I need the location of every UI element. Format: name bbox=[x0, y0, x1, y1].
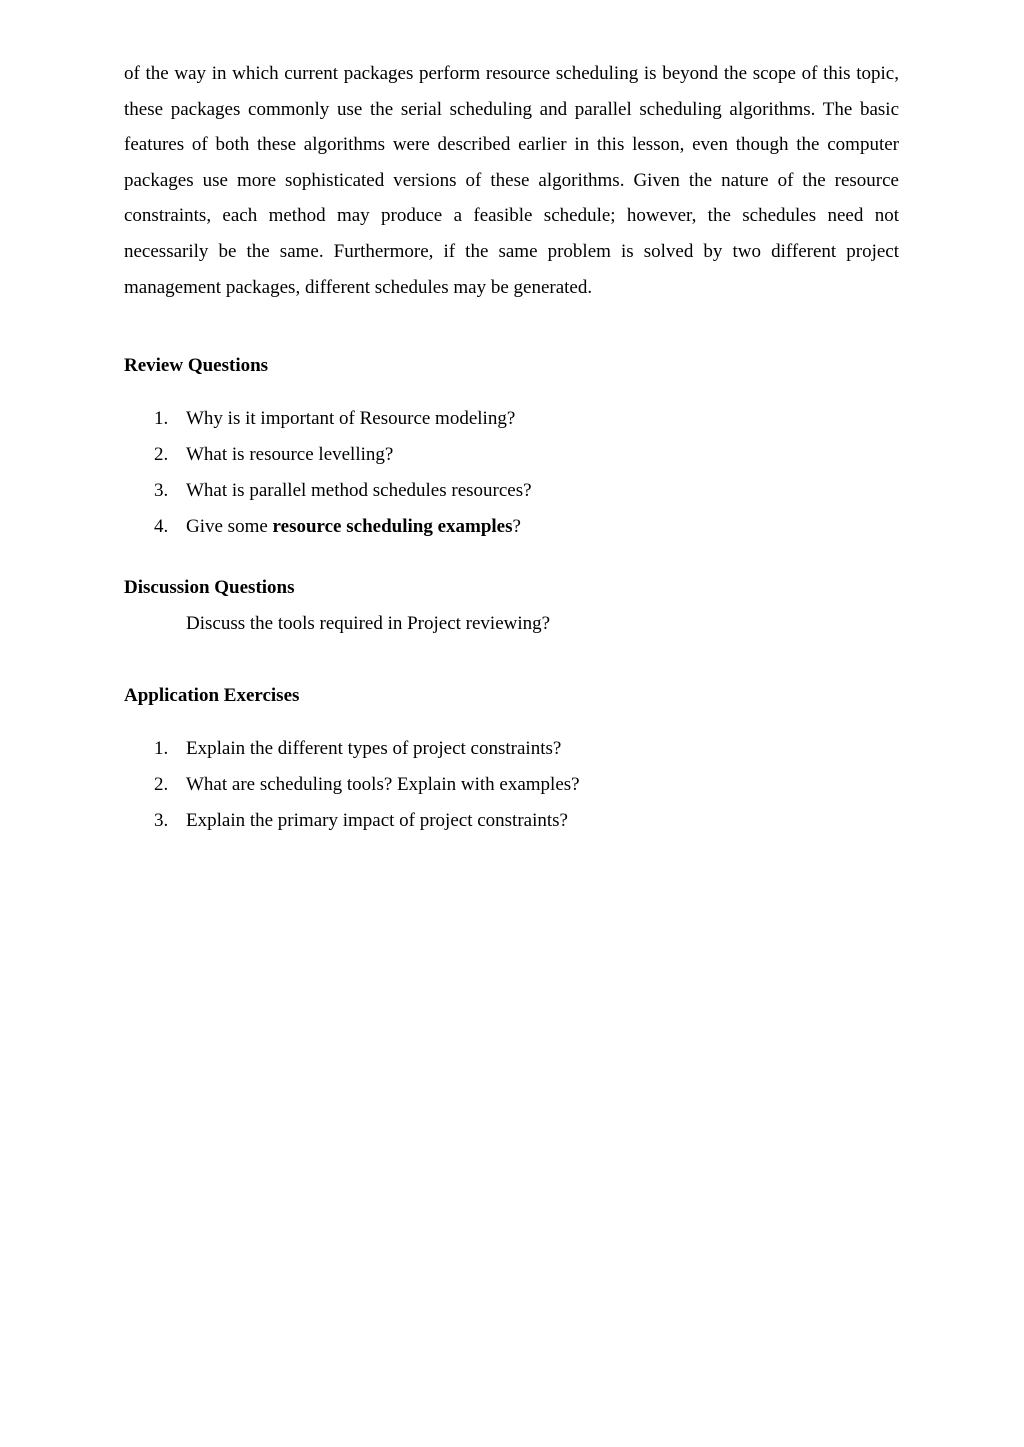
item-text-end: ? bbox=[512, 516, 521, 538]
review-question-item bbox=[124, 473, 899, 509]
item-text: Why is it important of Resource modeling? bbox=[186, 408, 516, 430]
review-question-item bbox=[124, 401, 899, 437]
review-questions-list bbox=[124, 401, 899, 545]
item-text: Explain the primary impact of project constraints? bbox=[186, 810, 568, 832]
item-text bbox=[186, 516, 521, 537]
application-exercise-item bbox=[124, 803, 899, 839]
item-text: What is parallel method schedules resources? bbox=[186, 480, 532, 502]
item-text-bold: resource scheduling examples bbox=[272, 516, 513, 538]
item-number: 4. bbox=[154, 516, 169, 538]
item-text: What is resource levelling? bbox=[186, 444, 394, 466]
item-number: 3. bbox=[154, 480, 169, 502]
application-exercise-item bbox=[124, 767, 899, 803]
item-number: 2. bbox=[154, 774, 169, 796]
item-text-start: Give some bbox=[186, 516, 273, 538]
item-text: Explain the different types of project constraints? bbox=[186, 738, 562, 760]
item-number: 3. bbox=[154, 810, 169, 832]
review-question-item bbox=[124, 437, 899, 473]
review-question-item bbox=[124, 509, 899, 545]
item-number: 2. bbox=[154, 444, 169, 466]
review-questions-heading: Review Questions bbox=[124, 355, 269, 377]
item-number: 1. bbox=[154, 408, 169, 430]
application-exercises-heading: Application Exercises bbox=[124, 685, 300, 707]
document-page bbox=[124, 56, 899, 839]
intro-paragraph: of the way in which current packages perform resource scheduling is beyond the scope of this topic, these packages commonly use the serial scheduling and parallel scheduling algorithms. The basic features of both these algorithms were described earlier in this lesson, even though the computer packages use more sophisticated versions of these algorithms. Given the nature of the resource constraints, each method may produce a feasible schedule; however, the schedules need not necessarily be the same. Furthermore, if the same problem is solved by two different project management packages, different schedules may be generated. bbox=[124, 63, 899, 298]
application-exercise-item bbox=[124, 731, 899, 767]
item-number: 1. bbox=[154, 738, 169, 760]
item-text: What are scheduling tools? Explain with examples? bbox=[186, 774, 580, 796]
application-exercises-list bbox=[124, 731, 899, 839]
discussion-questions-heading: Discussion Questions bbox=[124, 577, 295, 599]
discussion-question-text: Discuss the tools required in Project reviewing? bbox=[186, 613, 551, 635]
